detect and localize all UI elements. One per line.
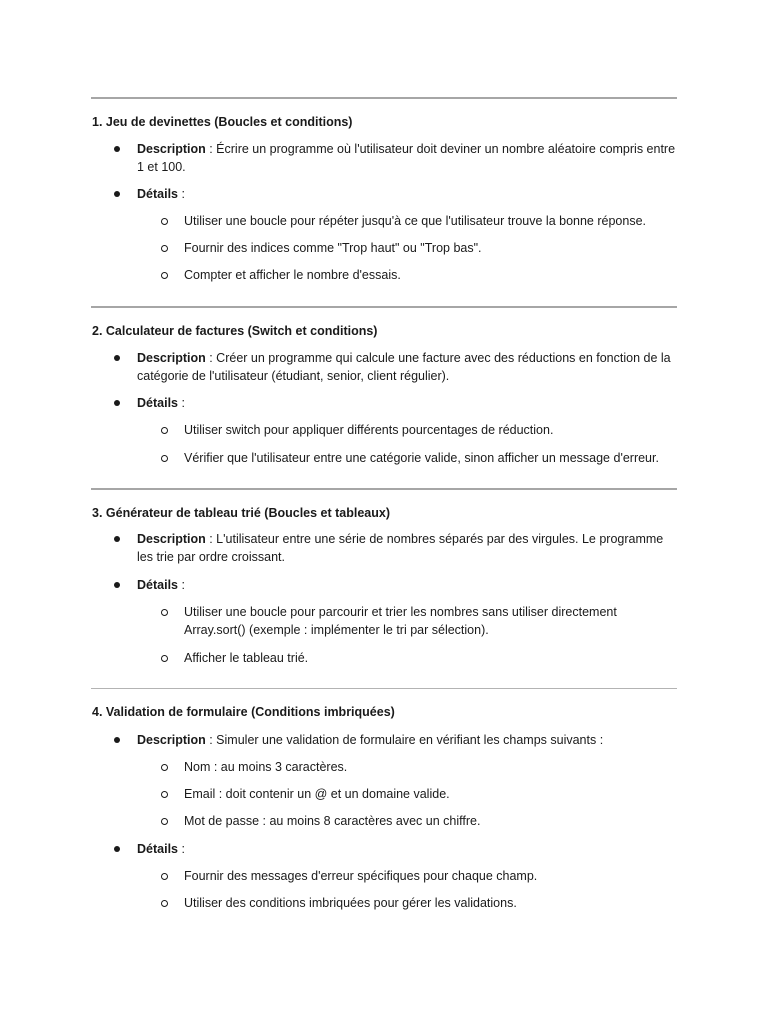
section-divider — [91, 488, 677, 490]
bullet-icon — [114, 536, 120, 542]
detail-item: Utiliser switch pour appliquer différents pourcentages de réduction. — [184, 423, 554, 437]
description-label: Description — [137, 142, 206, 156]
section-heading: 2. Calculateur de factures (Switch et conditions) — [92, 324, 378, 338]
details-label: Détails — [137, 187, 178, 201]
sub-bullet-icon — [161, 245, 168, 252]
bullet-icon — [114, 846, 120, 852]
detail-item: Utiliser des conditions imbriquées pour gérer les validations. — [184, 896, 517, 910]
sub-bullet-icon — [161, 791, 168, 798]
section-heading: 3. Générateur de tableau trié (Boucles et tableaux) — [92, 506, 391, 520]
sub-bullet-icon — [161, 655, 168, 662]
sub-bullet-icon — [161, 427, 168, 434]
detail-item: Afficher le tableau trié. — [184, 651, 309, 665]
details-item — [137, 576, 677, 594]
detail-item: Compter et afficher le nombre d'essais. — [184, 268, 401, 282]
field-item: Nom : au moins 3 caractères. — [184, 760, 348, 774]
description-item — [137, 731, 677, 749]
sub-bullet-icon — [161, 455, 168, 462]
details-label: Détails — [137, 842, 178, 856]
description-label: Description — [137, 733, 206, 747]
section-divider — [91, 97, 677, 99]
detail-item: Vérifier que l'utilisateur entre une catégorie valide, sinon afficher un message d'erreur. — [184, 451, 659, 465]
details-colon: : — [178, 842, 185, 856]
description-text: : Créer un programme qui calcule une facture avec des réductions en fonction de la catégorie de l'utilisateur (étudiant, senior, client régulier). — [137, 351, 671, 383]
description-label: Description — [137, 351, 206, 365]
section-heading: 4. Validation de formulaire (Conditions imbriquées) — [92, 705, 395, 719]
field-item: Mot de passe : au moins 8 caractères avec un chiffre. — [184, 814, 481, 828]
sub-bullet-icon — [161, 609, 168, 616]
bullet-icon — [114, 146, 120, 152]
sub-bullet-icon — [161, 764, 168, 771]
description-text: : Simuler une validation de formulaire en vérifiant les champs suivants : — [205, 733, 604, 747]
description-label: Description — [137, 532, 206, 546]
description-text: : L'utilisateur entre une série de nombres séparés par des virgules. Le programme les trie par ordre croissant. — [137, 532, 664, 564]
bullet-icon — [114, 355, 120, 361]
sub-bullet-icon — [161, 873, 168, 880]
detail-item: Fournir des indices comme "Trop haut" ou "Trop bas". — [184, 241, 482, 255]
description-item — [137, 140, 677, 176]
detail-item: Fournir des messages d'erreur spécifiques pour chaque champ. — [184, 869, 538, 883]
field-item: Email : doit contenir un @ et un domaine valide. — [184, 787, 450, 801]
details-item — [137, 840, 677, 858]
description-item — [137, 530, 677, 566]
detail-item: Utiliser une boucle pour parcourir et trier les nombres sans utiliser directement Array.sort() (exemple : implémenter le tri par sélection). — [184, 605, 617, 637]
details-item — [137, 394, 677, 412]
sub-bullet-icon — [161, 272, 168, 279]
description-item — [137, 349, 677, 385]
detail-item: Utiliser une boucle pour répéter jusqu'à ce que l'utilisateur trouve la bonne réponse. — [184, 214, 646, 228]
details-colon: : — [178, 396, 185, 410]
bullet-icon — [114, 400, 120, 406]
section-divider — [91, 306, 677, 308]
bullet-icon — [114, 737, 120, 743]
sub-bullet-icon — [161, 218, 168, 225]
description-text: : Écrire un programme où l'utilisateur doit deviner un nombre aléatoire compris entre 1 et 100. — [137, 142, 676, 174]
sub-bullet-icon — [161, 900, 168, 907]
sub-bullet-icon — [161, 818, 168, 825]
details-item — [137, 185, 677, 203]
section-heading: 1. Jeu de devinettes (Boucles et conditions) — [92, 115, 353, 129]
details-colon: : — [178, 578, 185, 592]
bullet-icon — [114, 191, 120, 197]
details-label: Détails — [137, 396, 178, 410]
section-divider — [91, 688, 677, 689]
details-label: Détails — [137, 578, 178, 592]
bullet-icon — [114, 582, 120, 588]
details-colon: : — [178, 187, 185, 201]
